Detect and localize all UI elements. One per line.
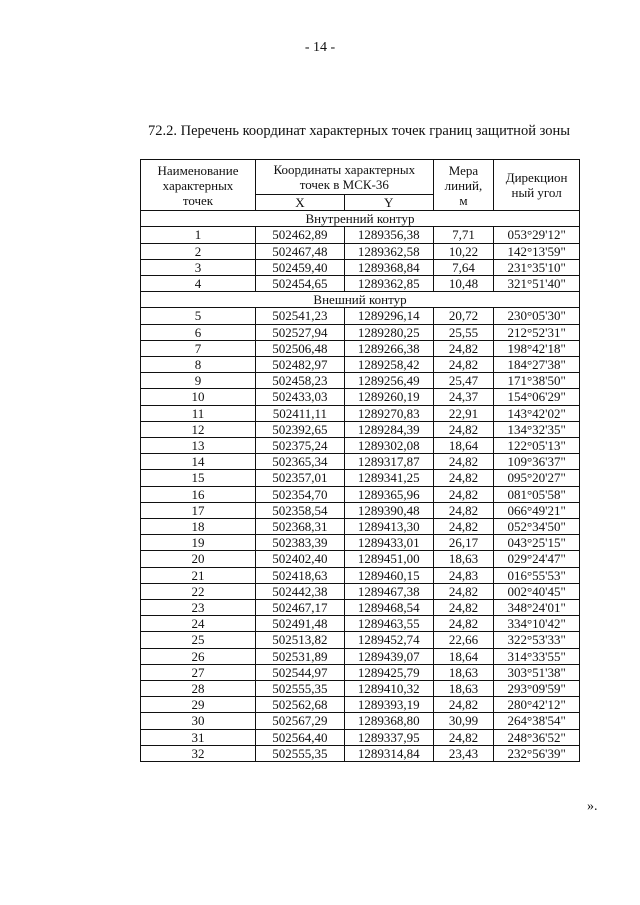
direction-angle-cell: 154°06'29"	[494, 389, 580, 405]
table-row	[141, 729, 580, 745]
table-row	[141, 470, 580, 486]
coord-x-cell: 502442,38	[255, 583, 344, 599]
direction-angle-cell: 303°51'38"	[494, 664, 580, 680]
point-number-cell: 19	[141, 535, 256, 551]
line-length-cell: 24,82	[433, 583, 494, 599]
table-row	[141, 697, 580, 713]
coord-x-cell: 502555,35	[255, 745, 344, 761]
coord-x-cell: 502491,48	[255, 616, 344, 632]
line-length-cell: 24,82	[433, 357, 494, 373]
coord-y-cell: 1289260,19	[344, 389, 433, 405]
table-row	[141, 713, 580, 729]
table-row	[141, 324, 580, 340]
line-length-cell: 24,82	[433, 616, 494, 632]
table-row	[141, 648, 580, 664]
header-name-line3: точек	[182, 192, 214, 208]
point-number-cell: 24	[141, 616, 256, 632]
coord-y-cell: 1289280,25	[344, 324, 433, 340]
line-length-cell: 18,64	[433, 438, 494, 454]
section-title: Внутренний контур	[141, 211, 580, 227]
line-length-cell: 25,55	[433, 324, 494, 340]
coord-y-cell: 1289296,14	[344, 308, 433, 324]
coord-y-cell: 1289460,15	[344, 567, 433, 583]
direction-angle-cell: 171°38'50"	[494, 373, 580, 389]
line-length-cell: 24,82	[433, 486, 494, 502]
point-number-cell: 15	[141, 470, 256, 486]
table-row	[141, 373, 580, 389]
coord-x-cell: 502459,40	[255, 259, 344, 275]
point-number-cell: 4	[141, 276, 256, 292]
line-length-cell: 10,48	[433, 276, 494, 292]
coord-x-cell: 502365,34	[255, 454, 344, 470]
coord-x-cell: 502392,65	[255, 421, 344, 437]
table-row	[141, 664, 580, 680]
point-number-cell: 22	[141, 583, 256, 599]
table-row	[141, 259, 580, 275]
line-length-cell: 24,82	[433, 519, 494, 535]
line-length-cell: 18,63	[433, 664, 494, 680]
coord-x-cell: 502354,70	[255, 486, 344, 502]
point-number-cell: 8	[141, 357, 256, 373]
line-length-cell: 24,82	[433, 454, 494, 470]
point-number-cell: 13	[141, 438, 256, 454]
point-number-cell: 30	[141, 713, 256, 729]
point-number-cell: 21	[141, 567, 256, 583]
table-row	[141, 340, 580, 356]
header-angle-line1: Дирекцион	[505, 170, 568, 186]
coord-x-cell: 502544,97	[255, 664, 344, 680]
point-number-cell: 6	[141, 324, 256, 340]
coord-y-cell: 1289302,08	[344, 438, 433, 454]
coord-x-cell: 502458,23	[255, 373, 344, 389]
coord-y-cell: 1289362,85	[344, 276, 433, 292]
coord-y-cell: 1289362,58	[344, 243, 433, 259]
point-number-cell: 1	[141, 227, 256, 243]
line-length-cell: 25,47	[433, 373, 494, 389]
line-length-cell: 24,82	[433, 470, 494, 486]
coord-x-cell: 502564,40	[255, 729, 344, 745]
line-length-cell: 10,22	[433, 243, 494, 259]
coord-y-cell: 1289433,01	[344, 535, 433, 551]
direction-angle-cell: 230°05'30"	[494, 308, 580, 324]
header-point-name	[141, 160, 256, 211]
line-length-cell: 20,72	[433, 308, 494, 324]
line-length-cell: 24,82	[433, 502, 494, 518]
direction-angle-cell: 314°33'55"	[494, 648, 580, 664]
coord-x-cell: 502467,17	[255, 600, 344, 616]
table-row	[141, 745, 580, 761]
coord-y-cell: 1289468,54	[344, 600, 433, 616]
direction-angle-cell: 066°49'21"	[494, 502, 580, 518]
coord-y-cell: 1289452,74	[344, 632, 433, 648]
direction-angle-cell: 002°40'45"	[494, 583, 580, 599]
line-length-cell: 24,82	[433, 421, 494, 437]
table-row	[141, 486, 580, 502]
direction-angle-cell: 248°36'52"	[494, 729, 580, 745]
table-row	[141, 308, 580, 324]
coord-y-cell: 1289368,84	[344, 259, 433, 275]
header-length-line1: Мера	[448, 162, 479, 178]
line-length-cell: 24,37	[433, 389, 494, 405]
point-number-cell: 28	[141, 681, 256, 697]
table-row	[141, 276, 580, 292]
direction-angle-cell: 053°29'12"	[494, 227, 580, 243]
coord-x-cell: 502383,39	[255, 535, 344, 551]
coord-y-cell: 1289410,32	[344, 681, 433, 697]
point-number-cell: 14	[141, 454, 256, 470]
table-row	[141, 243, 580, 259]
table-title: 72.2. Перечень координат характерных точек границ защитной зоны	[148, 123, 570, 139]
header-length-line3: м	[459, 192, 468, 208]
coord-x-cell: 502462,89	[255, 227, 344, 243]
line-length-cell: 24,82	[433, 697, 494, 713]
line-length-cell: 7,64	[433, 259, 494, 275]
direction-angle-cell: 081°05'58"	[494, 486, 580, 502]
point-number-cell: 5	[141, 308, 256, 324]
coord-x-cell: 502467,48	[255, 243, 344, 259]
coord-x-cell: 502368,31	[255, 519, 344, 535]
coord-x-cell: 502454,65	[255, 276, 344, 292]
coord-y-cell: 1289284,39	[344, 421, 433, 437]
table-row	[141, 502, 580, 518]
coord-x-cell: 502482,97	[255, 357, 344, 373]
table-header	[141, 160, 580, 211]
coord-y-cell: 1289463,55	[344, 616, 433, 632]
table-row	[141, 519, 580, 535]
direction-angle-cell: 264°38'54"	[494, 713, 580, 729]
coord-x-cell: 502433,03	[255, 389, 344, 405]
direction-angle-cell: 043°25'15"	[494, 535, 580, 551]
point-number-cell: 11	[141, 405, 256, 421]
coord-y-cell: 1289393,19	[344, 697, 433, 713]
direction-angle-cell: 095°20'27"	[494, 470, 580, 486]
direction-angle-cell: 231°35'10"	[494, 259, 580, 275]
coord-x-cell: 502375,24	[255, 438, 344, 454]
header-direction-angle	[494, 160, 580, 211]
header-length-line2: линий,	[444, 177, 483, 193]
point-number-cell: 26	[141, 648, 256, 664]
direction-angle-cell: 293°09'59"	[494, 681, 580, 697]
table-row	[141, 421, 580, 437]
coord-x-cell: 502506,48	[255, 340, 344, 356]
table-row	[141, 567, 580, 583]
header-line-length	[433, 160, 494, 211]
direction-angle-cell: 052°34'50"	[494, 519, 580, 535]
line-length-cell: 24,82	[433, 729, 494, 745]
coord-x-cell: 502541,23	[255, 308, 344, 324]
direction-angle-cell: 122°05'13"	[494, 438, 580, 454]
point-number-cell: 12	[141, 421, 256, 437]
coord-x-cell: 502411,11	[255, 405, 344, 421]
direction-angle-cell: 016°55'53"	[494, 567, 580, 583]
coord-x-cell: 502358,54	[255, 502, 344, 518]
coord-y-cell: 1289266,38	[344, 340, 433, 356]
header-y: Y	[344, 195, 433, 211]
header-coords-line2: точек в МСК-36	[299, 177, 389, 192]
line-length-cell: 26,17	[433, 535, 494, 551]
point-number-cell: 9	[141, 373, 256, 389]
header-name-line2: характерных	[162, 177, 234, 193]
point-number-cell: 18	[141, 519, 256, 535]
coord-x-cell: 502531,89	[255, 648, 344, 664]
table-row	[141, 357, 580, 373]
point-number-cell: 16	[141, 486, 256, 502]
coord-x-cell: 502562,68	[255, 697, 344, 713]
table-row	[141, 454, 580, 470]
point-number-cell: 25	[141, 632, 256, 648]
point-number-cell: 27	[141, 664, 256, 680]
line-length-cell: 30,99	[433, 713, 494, 729]
line-length-cell: 24,82	[433, 600, 494, 616]
direction-angle-cell: 134°32'35"	[494, 421, 580, 437]
point-number-cell: 20	[141, 551, 256, 567]
coord-y-cell: 1289314,84	[344, 745, 433, 761]
point-number-cell: 29	[141, 697, 256, 713]
table-row	[141, 535, 580, 551]
page-number: - 14 -	[304, 40, 336, 55]
coord-y-cell: 1289439,07	[344, 648, 433, 664]
direction-angle-cell: 321°51'40"	[494, 276, 580, 292]
point-number-cell: 17	[141, 502, 256, 518]
coord-x-cell: 502567,29	[255, 713, 344, 729]
direction-angle-cell: 212°52'31"	[494, 324, 580, 340]
line-length-cell: 18,63	[433, 681, 494, 697]
coord-y-cell: 1289413,30	[344, 519, 433, 535]
point-number-cell: 32	[141, 745, 256, 761]
point-number-cell: 31	[141, 729, 256, 745]
coord-y-cell: 1289467,38	[344, 583, 433, 599]
coord-x-cell: 502555,35	[255, 681, 344, 697]
direction-angle-cell: 348°24'01"	[494, 600, 580, 616]
coord-x-cell: 502513,82	[255, 632, 344, 648]
table-row	[141, 583, 580, 599]
coord-y-cell: 1289317,87	[344, 454, 433, 470]
direction-angle-cell: 334°10'42"	[494, 616, 580, 632]
line-length-cell: 24,82	[433, 340, 494, 356]
table-row	[141, 405, 580, 421]
section-row	[141, 292, 580, 308]
coord-y-cell: 1289425,79	[344, 664, 433, 680]
section-title: Внешний контур	[141, 292, 580, 308]
coord-x-cell: 502357,01	[255, 470, 344, 486]
table-row	[141, 616, 580, 632]
direction-angle-cell: 198°42'18"	[494, 340, 580, 356]
table-body	[141, 211, 580, 762]
line-length-cell: 22,91	[433, 405, 494, 421]
line-length-cell: 7,71	[433, 227, 494, 243]
direction-angle-cell: 232°56'39"	[494, 745, 580, 761]
direction-angle-cell: 109°36'37"	[494, 454, 580, 470]
coord-x-cell: 502402,40	[255, 551, 344, 567]
table-row	[141, 438, 580, 454]
direction-angle-cell: 184°27'38"	[494, 357, 580, 373]
line-length-cell: 22,66	[433, 632, 494, 648]
header-angle-line2: ный угол	[511, 185, 562, 201]
header-name-line1: Наименование	[157, 162, 239, 178]
coord-y-cell: 1289365,96	[344, 486, 433, 502]
coord-y-cell: 1289256,49	[344, 373, 433, 389]
direction-angle-cell: 322°53'33"	[494, 632, 580, 648]
coordinates-table	[140, 159, 580, 762]
header-coords-line1: Координаты характерных	[273, 162, 416, 177]
coord-y-cell: 1289337,95	[344, 729, 433, 745]
coord-y-cell: 1289356,38	[344, 227, 433, 243]
coord-y-cell: 1289341,25	[344, 470, 433, 486]
direction-angle-cell: 142°13'59"	[494, 243, 580, 259]
coord-y-cell: 1289270,83	[344, 405, 433, 421]
table-row	[141, 389, 580, 405]
coord-y-cell: 1289451,00	[344, 551, 433, 567]
coord-x-cell: 502418,63	[255, 567, 344, 583]
coord-y-cell: 1289390,48	[344, 502, 433, 518]
table-row	[141, 681, 580, 697]
line-length-cell: 23,43	[433, 745, 494, 761]
coord-y-cell: 1289368,80	[344, 713, 433, 729]
point-number-cell: 7	[141, 340, 256, 356]
direction-angle-cell: 143°42'02"	[494, 405, 580, 421]
coord-x-cell: 502527,94	[255, 324, 344, 340]
point-number-cell: 2	[141, 243, 256, 259]
table-row	[141, 632, 580, 648]
header-coordinates	[255, 160, 433, 195]
table-row	[141, 227, 580, 243]
direction-angle-cell: 280°42'12"	[494, 697, 580, 713]
point-number-cell: 3	[141, 259, 256, 275]
line-length-cell: 18,63	[433, 551, 494, 567]
point-number-cell: 10	[141, 389, 256, 405]
section-row	[141, 211, 580, 227]
point-number-cell: 23	[141, 600, 256, 616]
line-length-cell: 18,64	[433, 648, 494, 664]
closing-quote-mark: ».	[587, 799, 598, 814]
coord-y-cell: 1289258,42	[344, 357, 433, 373]
line-length-cell: 24,83	[433, 567, 494, 583]
header-x: X	[255, 195, 344, 211]
table-row	[141, 600, 580, 616]
table-row	[141, 551, 580, 567]
direction-angle-cell: 029°24'47"	[494, 551, 580, 567]
